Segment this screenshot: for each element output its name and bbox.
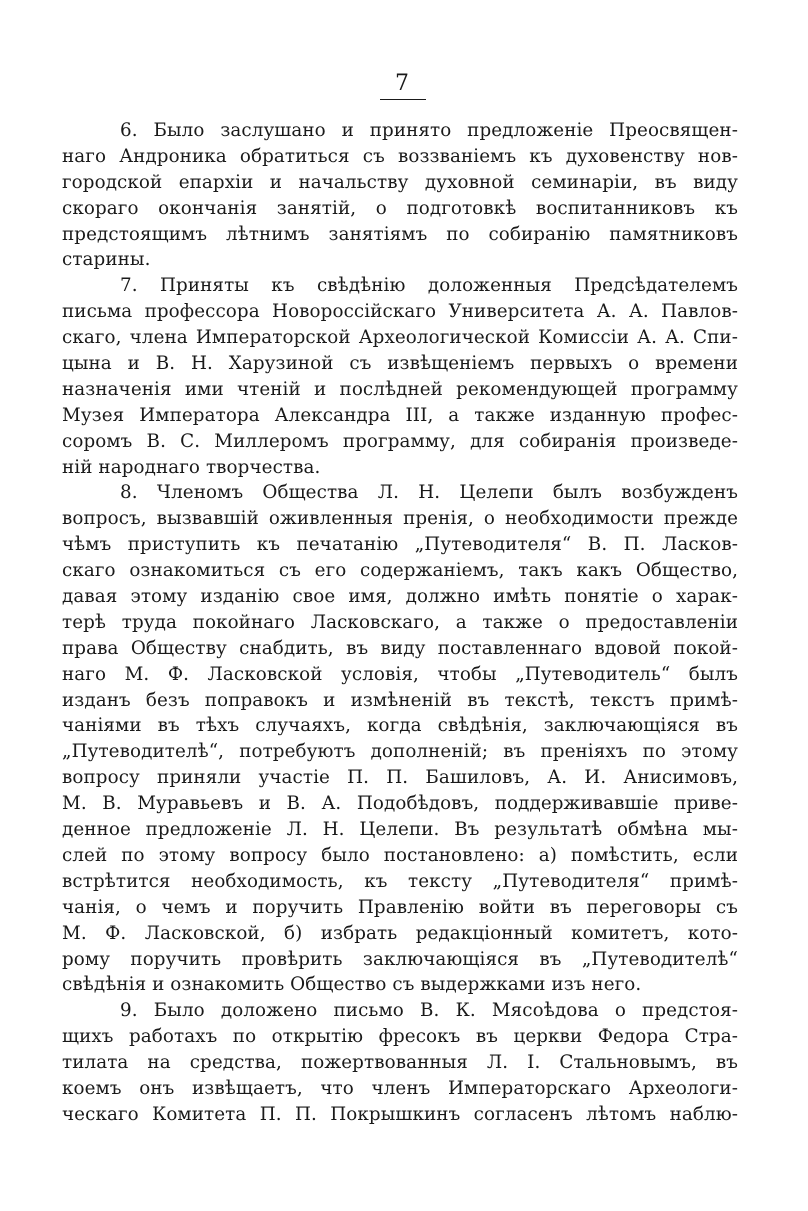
body-text xyxy=(62,118,738,1128)
text-line: 8. Членомъ Общества Л. Н. Целепи былъ возбужденъ xyxy=(120,482,738,504)
text-line: рому поручить провѣрить заключающіяся въ „Путеводителѣ“ xyxy=(62,948,738,970)
text-line: Музея Императора Александра III, а также изданную профес- xyxy=(62,404,738,426)
text-line: вопросу приняли участіе П. П. Башиловъ, А. И. Анисимовъ, xyxy=(62,767,738,789)
text-line: свѣдѣнія и ознакомить Общество съ выдержками изъ него. xyxy=(62,974,642,996)
paragraph-item-8 xyxy=(62,480,738,998)
text-line: скаго, члена Императорской Археологической Комиссіи А. А. Спи- xyxy=(62,327,738,349)
paragraph-item-6 xyxy=(62,118,738,273)
text-line: наго Андроника обратиться съ воззваніемъ къ духовенству нов- xyxy=(62,145,738,167)
text-line: письма профессора Новороссійскаго Университета А. А. Павлов- xyxy=(62,301,738,323)
text-line: цына и В. Н. Харузиной съ извѣщеніемъ первыхъ о времени xyxy=(62,353,738,375)
paragraph-item-9 xyxy=(62,998,738,1127)
text-line: М. В. Муравьевъ и В. А. Подобѣдовъ, поддерживавшіе приве- xyxy=(62,793,738,815)
text-line: терѣ труда покойнаго Ласковскаго, а также о предоставленіи xyxy=(62,611,738,633)
text-line: скораго окончанія занятій, о подготовкѣ воспитанниковъ къ xyxy=(62,197,738,219)
text-line: слей по этому вопросу было постановлено: а) помѣстить, если xyxy=(62,844,738,866)
text-line: назначенія ими чтеній и послѣдней рекомендующей программу xyxy=(62,378,738,400)
text-line: предстоящимъ лѣтнимъ занятіямъ по собиранію памятниковъ xyxy=(62,223,738,245)
text-line: наго М. Ф. Ласковской условія, чтобы „Путеводитель“ былъ xyxy=(62,663,738,685)
page-number-rule xyxy=(380,99,426,100)
text-line: 7. Приняты къ свѣдѣнію доложенныя Предсѣдателемъ xyxy=(120,275,738,297)
text-line: давая этому изданію свое имя, должно имѣть понятіе о харак- xyxy=(62,586,738,608)
text-line: чанія, о чемъ и поручить Правленію войти въ переговоры съ xyxy=(62,896,738,918)
paragraph-item-7 xyxy=(62,273,738,480)
text-line: 6. Было заслушано и принято предложеніе Преосвящен- xyxy=(120,120,738,141)
text-line: „Путеводителѣ“, потребуютъ дополненій; въ преніяхъ по этому xyxy=(62,741,738,763)
text-line: скаго ознакомиться съ его содержаніемъ, такъ какъ Общество, xyxy=(62,560,738,582)
text-line: денное предложеніе Л. Н. Целепи. Въ результатѣ обмѣна мы- xyxy=(62,819,738,841)
text-line: изданъ безъ поправокъ и измѣненій въ текстѣ, текстъ примѣ- xyxy=(62,689,738,711)
text-line: городской епархіи и начальству духовной семинаріи, въ виду xyxy=(62,171,738,193)
text-line: М. Ф. Ласковской, б) избрать редакціонный комитетъ, кото- xyxy=(62,922,738,944)
text-line: встрѣтится необходимость, къ тексту „Путеводителя“ примѣ- xyxy=(62,870,738,892)
text-line: ній народнаго творчества. xyxy=(62,456,321,478)
text-line: чаніями въ тѣхъ случаяхъ, когда свѣдѣнія, заключающіяся въ xyxy=(62,715,738,737)
text-line: права Обществу снабдить, въ виду поставленнаго вдовой покой- xyxy=(62,637,738,659)
text-line: 9. Было доложено письмо В. К. Мясоѣдова о предстоя- xyxy=(120,1000,738,1022)
text-line: чѣмъ приступить къ печатанію „Путеводителя“ В. П. Ласков- xyxy=(62,534,738,556)
text-line: соромъ В. С. Миллеромъ программу, для собиранія произведе- xyxy=(62,430,738,452)
text-line: коемъ онъ извѣщаетъ, что членъ Императорскаго Археологи- xyxy=(62,1077,738,1099)
text-line: ческаго Комитета П. П. Покрышкинъ согласенъ лѣтомъ наблю- xyxy=(62,1103,738,1125)
page-number: 7 xyxy=(395,71,409,96)
text-line: вопросъ, вызвавшій оживленныя пренія, о необходимости прежде xyxy=(62,508,738,530)
text-line: щихъ работахъ по открытію фресокъ въ церкви Федора Стра- xyxy=(62,1026,738,1048)
text-line: старины. xyxy=(62,249,151,271)
text-line: тилата на средства, пожертвованныя Л. І. Стальновымъ, въ xyxy=(62,1052,738,1074)
